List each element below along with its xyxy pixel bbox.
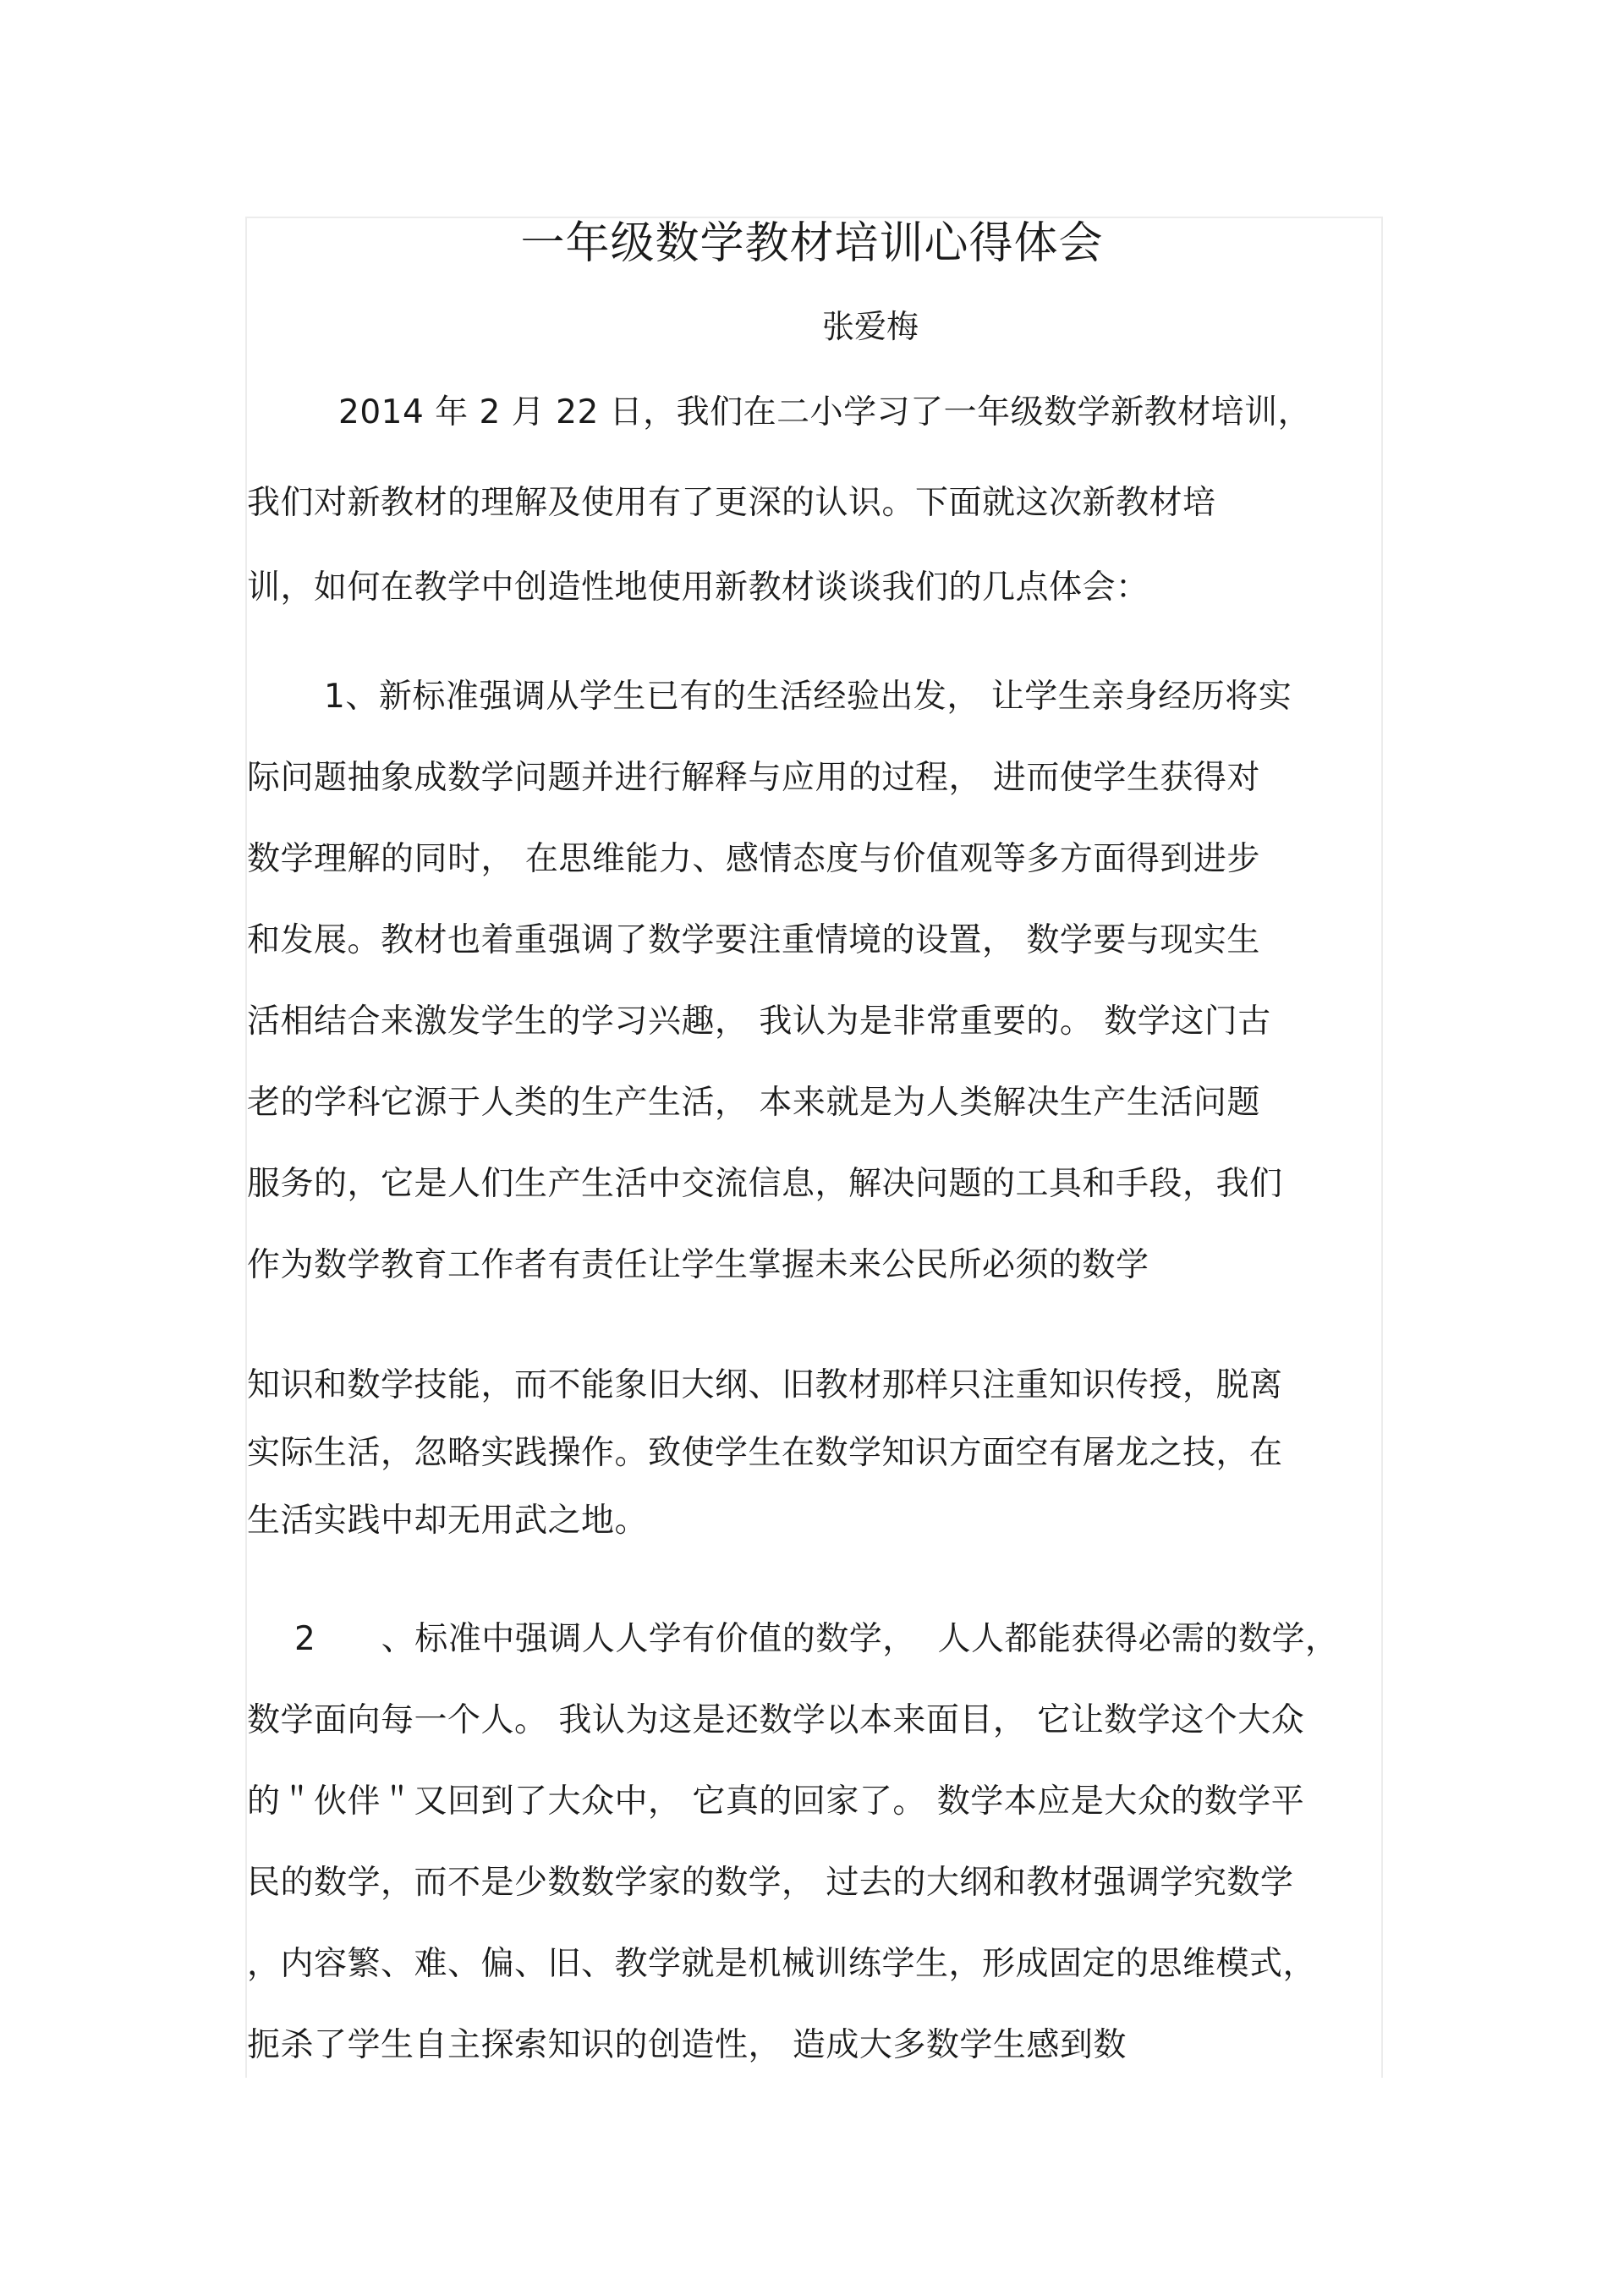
document-title: 一年级数学教材培训心得体会	[520, 218, 1104, 269]
document-author: 张爱梅	[822, 308, 919, 345]
paragraph-line: 训，如何在教学中创造性地使用新教材谈谈我们的几点体会：	[247, 569, 1149, 607]
paragraph-line: 生活实践中却无用武之地。	[247, 1502, 649, 1540]
paragraph-line: 活相结合来激发学生的学习兴趣， 我认为是非常重要的。 数学这门古	[247, 1002, 1271, 1041]
paragraph-line: 民的数学，而不是少数数学家的数学， 过去的大纲和教材强调学究数学	[247, 1864, 1294, 1902]
paragraph-line: ，内容繁、难、偏、旧、教学就是机械训练学生，形成固定的思维模式，	[247, 1945, 1317, 1983]
paragraph-line: 的＂伙伴＂又回到了大众中， 它真的回家了。 数学本应是大众的数学平	[247, 1782, 1305, 1821]
paragraph-line: 老的学科它源于人类的生产生活， 本来就是为人类解决生产生活问题	[247, 1084, 1260, 1122]
paragraph-line: 2014 年 2 月 22 日，我们在二小学习了一年级数学新教材培训，	[338, 393, 1312, 431]
paragraph-line: 和发展。教材也着重强调了数学要注重情境的设置， 数学要与现实生	[247, 921, 1260, 959]
paragraph-line: 我们对新教材的理解及使用有了更深的认识。下面就这次新教材培	[247, 484, 1216, 522]
paragraph-line: 作为数学教育工作者有责任让学生掌握未来公民所必须的数学	[247, 1246, 1149, 1284]
paragraph-line: 知识和数学技能，而不能象旧大纲、旧教材那样只注重知识传授，脱离	[247, 1366, 1283, 1404]
paragraph-line: 服务的，它是人们生产生活中交流信息，解决问题的工具和手段，我们	[247, 1165, 1283, 1203]
paragraph-line: 2 、标准中强调人人学有价值的数学， 人人都能获得必需的数学，	[294, 1620, 1339, 1658]
paragraph-line: 际问题抽象成数学问题并进行解释与应用的过程， 进而使学生获得对	[247, 759, 1260, 797]
paragraph-line: 数学面向每一个人。 我认为这是还数学以本来面目， 它让数学这个大众	[247, 1701, 1305, 1739]
paragraph-line: 1、新标准强调从学生已有的生活经验出发， 让学生亲身经历将实	[324, 678, 1292, 716]
paragraph-line: 数学理解的同时， 在思维能力、感情态度与价值观等多方面得到进步	[247, 840, 1260, 878]
paragraph-line: 扼杀了学生自主探索知识的创造性， 造成大多数学生感到数	[247, 2026, 1127, 2064]
paragraph-line: 实际生活，忽略实践操作。致使学生在数学知识方面空有屠龙之技，在	[247, 1434, 1283, 1472]
